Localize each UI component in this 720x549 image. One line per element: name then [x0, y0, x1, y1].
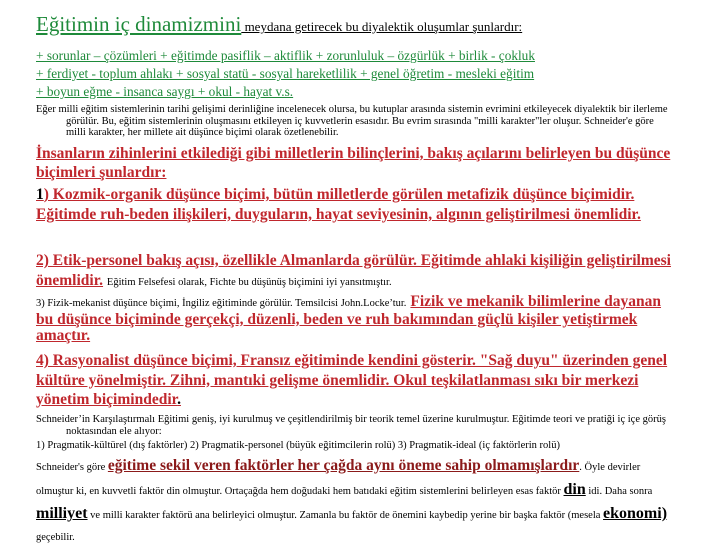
item-3-lead: 3) Fizik-mekanist düşünce biçimi, İngiliz eğitiminde görülür. Temsilcisi John.Locke’tur.	[36, 298, 407, 309]
schneider-paragraph: Schneider’in Karşılaştırmalı Eğitimi geniş, iyi kurulmuş ve çeşitlendirilmiş bir teorik temel üzerine kurulmuştur. Eğitimde teori ve pratiği iç içe görüş noktasından ele alıyor:	[36, 414, 666, 437]
key-factors-phrase: eğitime sekil veren faktörler her çağda aynı öneme sahip olmamışlardır	[107, 457, 580, 474]
item-rationalist: 4) Rasyonalist düşünce biçimi, Fransız eğitiminde kendini gösterir. "Sağ duyu" üzerinden genel kültüre yönelmiştir. Zihni, mantıki gelişme önemlidir. Okul teşkilatlanması sıkı bir merkezi yönetim biçimindedir.	[36, 352, 668, 408]
keyword-ekonomi: ekonomi)	[603, 505, 668, 522]
intro-paragraph: Eğer milli eğitim sistemlerinin tarihi gelişimi derinliğine incelenecek olursa, bu kutuplar arasında sistemin evrimini etkileyecek diyalektik bir ilerleme görülür. Bu, eğitim sistemlerinin oluşmasını etkileyen iç kuvvetlerin esasıdır. Bu evrim sırasında "milli karakter"ler oluşur. Schneider'e göre milli karakter, her millete ait düşünce biçimi olarak özetlenebilir.	[36, 104, 668, 138]
title-line	[36, 12, 676, 37]
item-physical-mechanist	[36, 294, 676, 344]
final-paragraph: Schneider's göre eğitime sekil veren faktörler her çağda aynı öneme sahip olmamışlardır. Öyle devirler olmuştur ki, en kuvvetli faktör din olmuştur. Ortaçağda hem doğudaki hem batıdaki eğitim sistemlerini belirleyen esas faktör din idi. Daha sonra milliyet ve milli karakter faktörü ana belirleyici olmuştur. Zamanla bu faktör de önemini kaybedip yerine bir başka faktör (mesela ekonomi) geçebilir.	[36, 457, 668, 543]
factors-line: 1) Pragmatik-kültürel (dış faktörler) 2) Pragmatik-personel (büyük eğitimcilerin rolü) 3) Pragmatik-ideal (iç faktörlerin rolü)	[36, 440, 560, 451]
dialectic-list	[36, 47, 676, 101]
title-heading: Eğitimin iç dinamizmini	[36, 12, 242, 36]
dialectic-line-1: + sorunlar – çözümleri + eğitimde pasiflik – aktiflik + zorunluluk – özgürlük + birlik - çokluk	[36, 48, 535, 63]
keyword-milliyet: milliyet	[36, 505, 88, 522]
keyword-din: din	[563, 481, 586, 498]
thought-forms-heading: İnsanların zihinlerini etkilediği gibi milletlerin bilinçlerini, bakış açılarını belirleyen bu düşünce biçimleri şunlardır:	[36, 145, 671, 181]
item-1-number: 1	[36, 186, 44, 203]
item-3-text: Fizik ve mekanik bilimlerine dayanan bu düşünce biçiminde gerçekçi, düzenli, beden ve ruh bakımından güçlü kişiler yetiştirmek amaçtır.	[36, 293, 662, 344]
dialectic-line-2: + ferdiyet - toplum ahlakı + sosyal statü - sosyal hareketlilik + genel öğretim - mesleki eğitim	[36, 66, 535, 81]
item-ethic-personal: 2) Etik-personel bakış açısı, özellikle Almanlarda görülür. Eğitimde ahlaki kişiliğin geliştirilmesi önemlidir. Eğitim Felsefesi olarak, Fichte bu düşünüş biçimini iyi yansıtmıştır.	[36, 252, 671, 289]
item-cosmic-organic: 1) Kozmik-organik düşünce biçimi, bütün milletlerde görülen metafizik düşünce biçimidir. Eğitimde ruh-beden ilişkileri, duyguların, hayat seviyesinin, algının geliştirilmesi önemlidir.	[36, 186, 641, 223]
title-rest: meydana getirecek bu diyalektik oluşumlar şunlardır:	[241, 19, 523, 34]
item-2-note: Eğitim Felsefesi olarak, Fichte bu düşünüş biçimini iyi yansıtmıştır.	[106, 277, 392, 288]
dialectic-line-3: + boyun eğme - insanca saygı + okul - hayat v.s.	[36, 84, 294, 99]
